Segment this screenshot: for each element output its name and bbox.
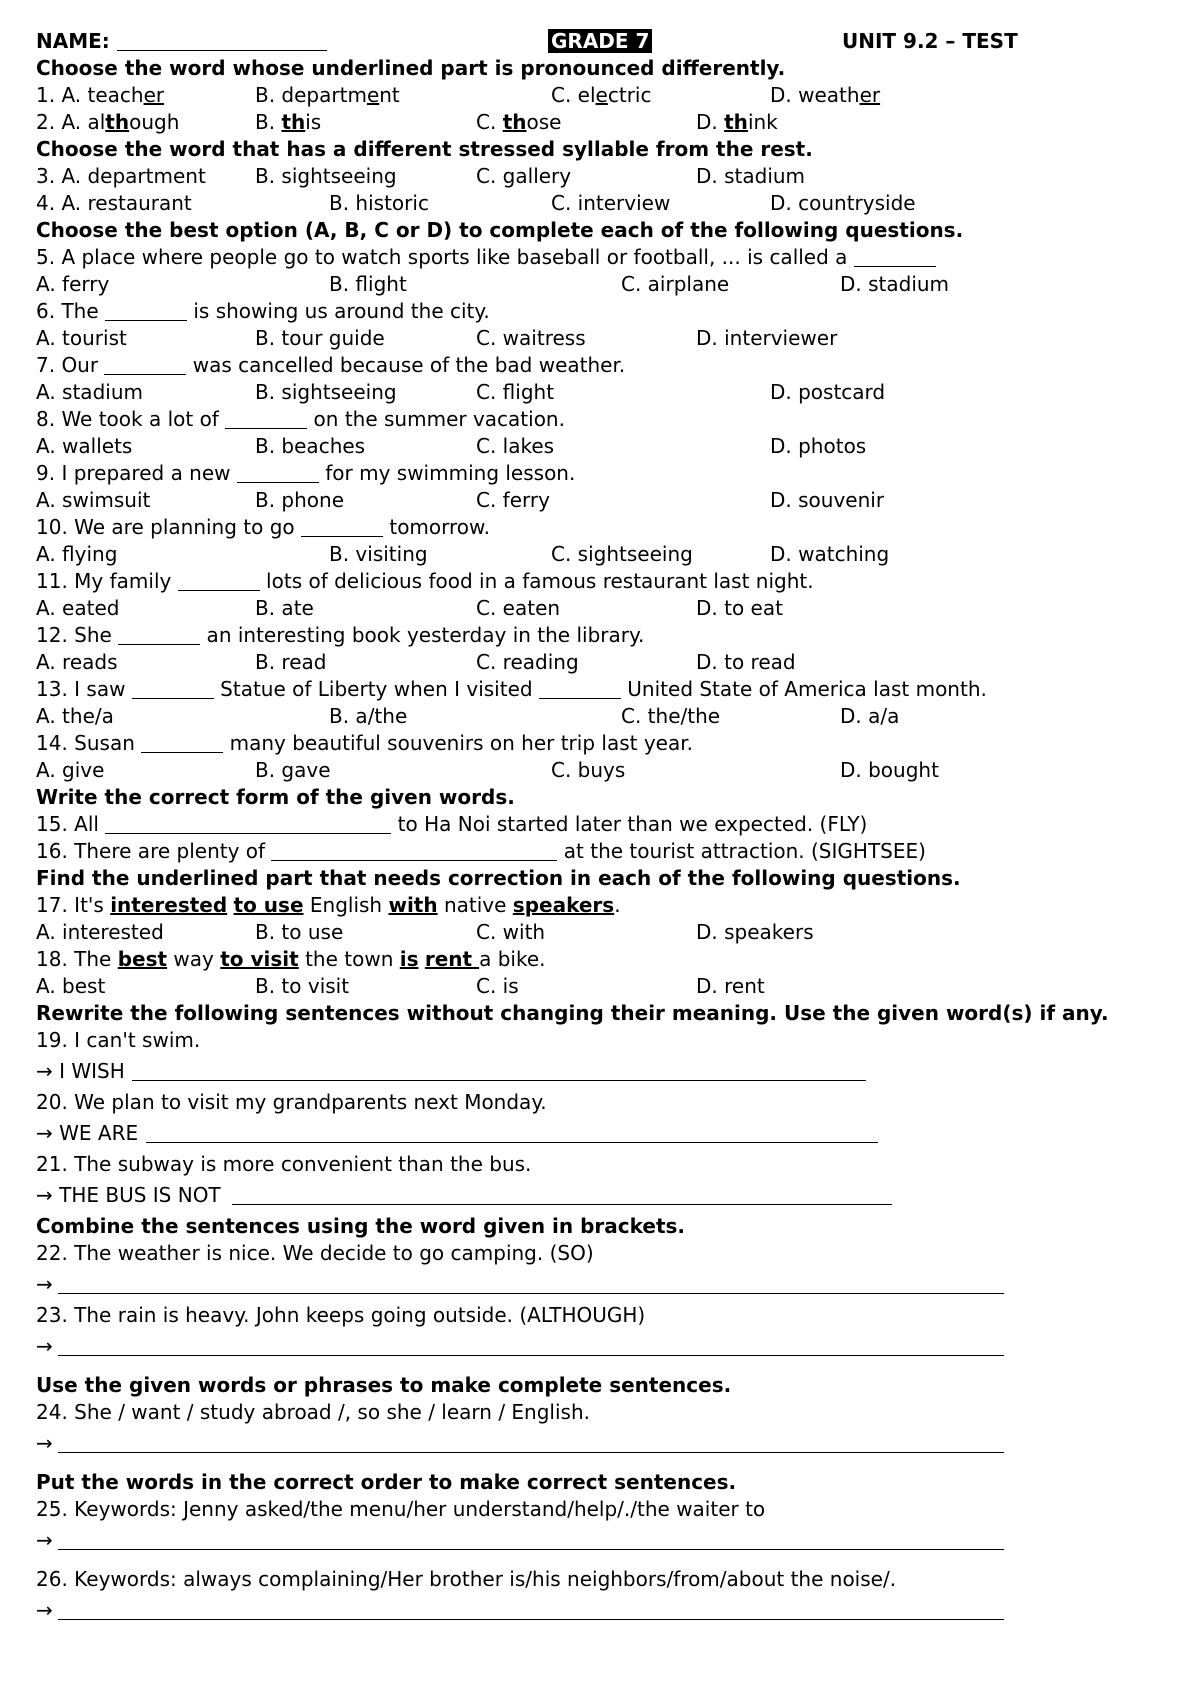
q1-d-underline: er	[859, 83, 881, 107]
q13-option-a: A. the/a	[36, 704, 114, 728]
q16-blank[interactable]	[271, 840, 557, 861]
q8-option-c: C. lakes	[476, 434, 555, 458]
question-19: 19. I can't swim.	[36, 1028, 201, 1052]
q8-pre: 8. We took a lot of	[36, 407, 226, 431]
q14-option-c: C. buys	[551, 758, 626, 782]
q18-option-a: A. best	[36, 974, 106, 998]
q1-c-underline: e	[595, 83, 608, 107]
q7-option-b: B. sightseeing	[255, 380, 397, 404]
q8-option-a: A. wallets	[36, 434, 133, 458]
q2-b-underline: th	[281, 110, 306, 134]
q21-answer-line[interactable]	[232, 1204, 892, 1205]
q13-post: United State of America last month.	[620, 677, 987, 701]
section-title-sentence-building: Use the given words or phrases to make complete sentences.	[36, 1373, 732, 1397]
q13-mid: Statue of Liberty when I visited	[213, 677, 539, 701]
q18-text-4: a bike.	[479, 947, 546, 971]
q2-c-underline: th	[502, 110, 527, 134]
q2-number: 2. A.	[36, 110, 88, 134]
q22-answer	[36, 1267, 1176, 1302]
q2-option-c	[476, 109, 561, 136]
q11-post: lots of delicious food in a famous restaurant last night.	[259, 569, 814, 593]
q17-underline-d: speakers	[512, 893, 615, 917]
q11-options	[36, 595, 1176, 622]
q18-option-d: D. rent	[696, 974, 765, 998]
q10-pre: 10. We are planning to go	[36, 515, 301, 539]
q17-options	[36, 919, 1176, 946]
q17-option-d: D. speakers	[696, 920, 814, 944]
question-1	[36, 82, 1176, 109]
q9-options	[36, 487, 1176, 514]
q17-option-a: A. interested	[36, 920, 164, 944]
q18-underline-c: is	[399, 947, 419, 971]
q18-text-2: way	[167, 947, 221, 971]
question-20: 20. We plan to visit my grandparents next Monday.	[36, 1090, 547, 1114]
q16-pre: 16. There are plenty of	[36, 839, 272, 863]
q6-option-a: A. tourist	[36, 326, 127, 350]
section-title-word-form: Write the correct form of the given words.	[36, 785, 515, 809]
q17-option-c: C. with	[476, 920, 546, 944]
q3-option-a: 3. A. department	[36, 164, 206, 188]
question-9	[36, 460, 1176, 487]
q7-post: was cancelled because of the bad weather.	[186, 353, 626, 377]
q15-post: to Ha Noi started later than we expected. (FLY)	[391, 812, 868, 836]
q4-option-b: B. historic	[329, 191, 429, 215]
q14-pre: 14. Susan	[36, 731, 142, 755]
q6-blank[interactable]	[105, 300, 187, 321]
q17-underline-c: with	[388, 893, 438, 917]
q2-d-underline: th	[724, 110, 748, 134]
q8-option-b: B. beaches	[255, 434, 366, 458]
q14-option-a: A. give	[36, 758, 105, 782]
q5-options	[36, 271, 1176, 298]
q21-answer	[36, 1178, 1176, 1213]
q20-answer-line[interactable]	[146, 1142, 878, 1143]
q3-option-b: B. sightseeing	[255, 164, 397, 188]
q1-option-c	[551, 82, 651, 109]
q10-options	[36, 541, 1176, 568]
q6-pre: 6. The	[36, 299, 105, 323]
q7-option-d: D. postcard	[770, 380, 886, 404]
q12-blank[interactable]	[118, 624, 200, 645]
question-13	[36, 676, 1176, 703]
q8-options	[36, 433, 1176, 460]
q2-b-post: is	[305, 110, 322, 134]
question-11	[36, 568, 1176, 595]
question-21: 21. The subway is more convenient than the bus.	[36, 1152, 532, 1176]
grade-text: GRADE 7	[548, 29, 652, 53]
q3-option-c: C. gallery	[476, 164, 572, 188]
q18-options	[36, 973, 1176, 1000]
q5-option-c: C. airplane	[621, 272, 730, 296]
q11-pre: 11. My family	[36, 569, 178, 593]
q8-blank[interactable]	[225, 408, 307, 429]
q2-b-pre: B.	[255, 110, 282, 134]
q2-option-d	[696, 109, 778, 136]
q9-pre: 9. I prepared a new	[36, 461, 237, 485]
q8-post: on the summer vacation.	[307, 407, 565, 431]
q1-d-pre: D. weath	[770, 83, 860, 107]
question-22: 22. The weather is nice. We decide to go camping. (SO)	[36, 1241, 594, 1265]
q12-option-b: B. read	[255, 650, 327, 674]
question-4	[36, 190, 1176, 217]
q15-blank[interactable]	[105, 813, 391, 834]
q13-option-b: B. a/the	[329, 704, 408, 728]
q23-prompt: →	[36, 1334, 53, 1358]
q18-text-1: 18. The	[36, 947, 118, 971]
q21-prompt: → THE BUS IS NOT	[36, 1183, 221, 1207]
question-26: 26. Keywords: always complaining/Her brother is/his neighbors/from/about the noise/.	[36, 1567, 897, 1591]
q10-option-d: D. watching	[770, 542, 890, 566]
question-15	[36, 811, 1176, 838]
q1-a-underline: er	[143, 83, 165, 107]
q13-pre: 13. I saw	[36, 677, 132, 701]
section-title-rewrite: Rewrite the following sentences without changing their meaning. Use the given word(s) if any.	[36, 1001, 1109, 1025]
q6-option-b: B. tour guide	[255, 326, 385, 350]
q5-option-a: A. ferry	[36, 272, 110, 296]
q1-b-underline: e	[366, 83, 380, 107]
q18-option-c: C. is	[476, 974, 519, 998]
worksheet	[36, 28, 1176, 1628]
section-title-error-correction: Find the underlined part that needs correction in each of the following questions.	[36, 866, 961, 890]
q7-options	[36, 379, 1176, 406]
name-field[interactable]	[117, 30, 327, 51]
q13-blank-2[interactable]	[539, 678, 621, 699]
section-title-word-order: Put the words in the correct order to make correct sentences.	[36, 1470, 737, 1494]
q13-option-d: D. a/a	[840, 704, 900, 728]
q23-answer-line[interactable]	[58, 1355, 1004, 1356]
q22-answer-line[interactable]	[58, 1293, 1004, 1294]
q24-answer	[36, 1426, 1176, 1461]
q1-c-pre: C. el	[551, 83, 596, 107]
q4-option-a: 4. A. restaurant	[36, 191, 192, 215]
q10-post: tomorrow.	[383, 515, 490, 539]
q9-blank[interactable]	[237, 462, 319, 483]
q17-text-3: native	[437, 893, 513, 917]
section-title-multiple-choice: Choose the best option (A, B, C or D) to complete each of the following questions.	[36, 218, 964, 242]
q18-underline-a: best	[117, 947, 168, 971]
q9-option-c: C. ferry	[476, 488, 550, 512]
name-label	[36, 28, 327, 55]
q2-option-a	[36, 109, 179, 136]
q11-blank[interactable]	[178, 570, 260, 591]
section-title-combine: Combine the sentences using the word given in brackets.	[36, 1214, 686, 1238]
q13-option-c: C. the/the	[621, 704, 721, 728]
question-5	[36, 244, 1176, 271]
q12-option-d: D. to read	[696, 650, 796, 674]
q25-answer-line[interactable]	[58, 1549, 1004, 1550]
question-3	[36, 163, 1176, 190]
q20-answer	[36, 1116, 1176, 1151]
q19-prompt: → I WISH	[36, 1059, 125, 1083]
q2-a-pre: al	[87, 110, 106, 134]
q20-prompt: → WE ARE	[36, 1121, 139, 1145]
q1-option-a	[36, 82, 164, 109]
q17-underline-a: interested	[110, 893, 228, 917]
q4-option-c: C. interview	[551, 191, 671, 215]
name-label-text: NAME:	[36, 29, 110, 53]
q24-answer-line[interactable]	[58, 1452, 1004, 1453]
q17-underline-b: to use	[233, 893, 304, 917]
q1-a-pre: teach	[87, 83, 144, 107]
question-25: 25. Keywords: Jenny asked/the menu/her understand/help/./the waiter to	[36, 1497, 766, 1521]
question-17	[36, 892, 1176, 919]
q11-option-c: C. eaten	[476, 596, 561, 620]
q26-prompt: →	[36, 1598, 53, 1622]
q5-blank[interactable]	[854, 246, 936, 267]
q1-b-post: nt	[379, 83, 400, 107]
q11-option-d: D. to eat	[696, 596, 783, 620]
q14-options	[36, 757, 1176, 784]
q25-prompt: →	[36, 1528, 53, 1552]
q5-option-b: B. flight	[329, 272, 407, 296]
q7-option-c: C. flight	[476, 380, 555, 404]
q9-option-d: D. souvenir	[770, 488, 885, 512]
q14-option-b: B. gave	[255, 758, 331, 782]
q9-option-b: B. phone	[255, 488, 345, 512]
q12-options	[36, 649, 1176, 676]
q7-blank[interactable]	[104, 354, 186, 375]
grade-badge	[548, 28, 652, 55]
question-23: 23. The rain is heavy. John keeps going outside. (ALTHOUGH)	[36, 1303, 646, 1327]
q10-option-b: B. visiting	[329, 542, 428, 566]
question-8	[36, 406, 1176, 433]
q17-option-b: B. to use	[255, 920, 344, 944]
q3-option-d: D. stadium	[696, 164, 806, 188]
question-18	[36, 946, 1176, 973]
q25-answer	[36, 1523, 1176, 1558]
q5-text: 5. A place where people go to watch sports like baseball or football, ... is called a	[36, 245, 854, 269]
q2-d-post: ink	[747, 110, 778, 134]
q14-post: many beautiful souvenirs on her trip last year.	[223, 731, 693, 755]
worksheet-header	[36, 28, 1176, 55]
q11-option-b: B. ate	[255, 596, 314, 620]
q1-option-b	[255, 82, 400, 109]
q4-option-d: D. countryside	[770, 191, 916, 215]
q12-option-c: C. reading	[476, 650, 579, 674]
q17-text-2: English	[303, 893, 389, 917]
q6-post: is showing us around the city.	[187, 299, 490, 323]
question-12	[36, 622, 1176, 649]
unit-title: UNIT 9.2 – TEST	[842, 29, 1018, 53]
q1-c-post: ctric	[607, 83, 652, 107]
q26-answer-line[interactable]	[58, 1619, 1004, 1620]
q6-option-d: D. interviewer	[696, 326, 838, 350]
q13-options	[36, 703, 1176, 730]
question-14	[36, 730, 1176, 757]
q19-answer-line[interactable]	[132, 1080, 866, 1081]
q2-a-post: ough	[129, 110, 180, 134]
q6-options	[36, 325, 1176, 352]
q2-c-post: ose	[526, 110, 562, 134]
q1-b-pre: B. departm	[255, 83, 367, 107]
q24-prompt: →	[36, 1431, 53, 1455]
question-10	[36, 514, 1176, 541]
q5-option-d: D. stadium	[840, 272, 950, 296]
q9-option-a: A. swimsuit	[36, 488, 151, 512]
q26-answer	[36, 1593, 1176, 1628]
q1-number: 1. A.	[36, 83, 88, 107]
question-16	[36, 838, 1176, 865]
q12-post: an interesting book yesterday in the library.	[200, 623, 645, 647]
q10-blank[interactable]	[301, 516, 383, 537]
q16-post: at the tourist attraction. (SIGHTSEE)	[557, 839, 926, 863]
q2-d-pre: D.	[696, 110, 725, 134]
question-2	[36, 109, 1176, 136]
q12-pre: 12. She	[36, 623, 119, 647]
q13-blank-1[interactable]	[132, 678, 214, 699]
q2-a-underline: th	[105, 110, 130, 134]
q9-post: for my swimming lesson.	[318, 461, 576, 485]
q11-option-a: A. eated	[36, 596, 120, 620]
q7-option-a: A. stadium	[36, 380, 143, 404]
q18-text-3: the town	[298, 947, 400, 971]
q18-option-b: B. to visit	[255, 974, 350, 998]
section-title-pronunciation: Choose the word whose underlined part is pronounced differently.	[36, 56, 786, 80]
q19-answer	[36, 1054, 1176, 1089]
question-24: 24. She / want / study abroad /, so she / learn / English.	[36, 1400, 590, 1424]
q18-underline-b: to visit	[220, 947, 299, 971]
q14-option-d: D. bought	[840, 758, 939, 782]
section-title-stress: Choose the word that has a different stressed syllable from the rest.	[36, 137, 813, 161]
q17-text-1: 17. It's	[36, 893, 111, 917]
q18-underline-d: rent	[424, 947, 480, 971]
question-7	[36, 352, 1176, 379]
question-6	[36, 298, 1176, 325]
q12-option-a: A. reads	[36, 650, 118, 674]
q2-option-b	[255, 109, 321, 136]
q14-blank[interactable]	[141, 732, 223, 753]
q2-c-pre: C.	[476, 110, 503, 134]
q10-option-a: A. flying	[36, 542, 118, 566]
q8-option-d: D. photos	[770, 434, 867, 458]
q10-option-c: C. sightseeing	[551, 542, 693, 566]
q7-pre: 7. Our	[36, 353, 105, 377]
q17-text-4: .	[614, 893, 621, 917]
q22-prompt: →	[36, 1272, 53, 1296]
q6-option-c: C. waitress	[476, 326, 586, 350]
q15-pre: 15. All	[36, 812, 106, 836]
q1-option-d	[770, 82, 880, 109]
q23-answer	[36, 1329, 1176, 1364]
